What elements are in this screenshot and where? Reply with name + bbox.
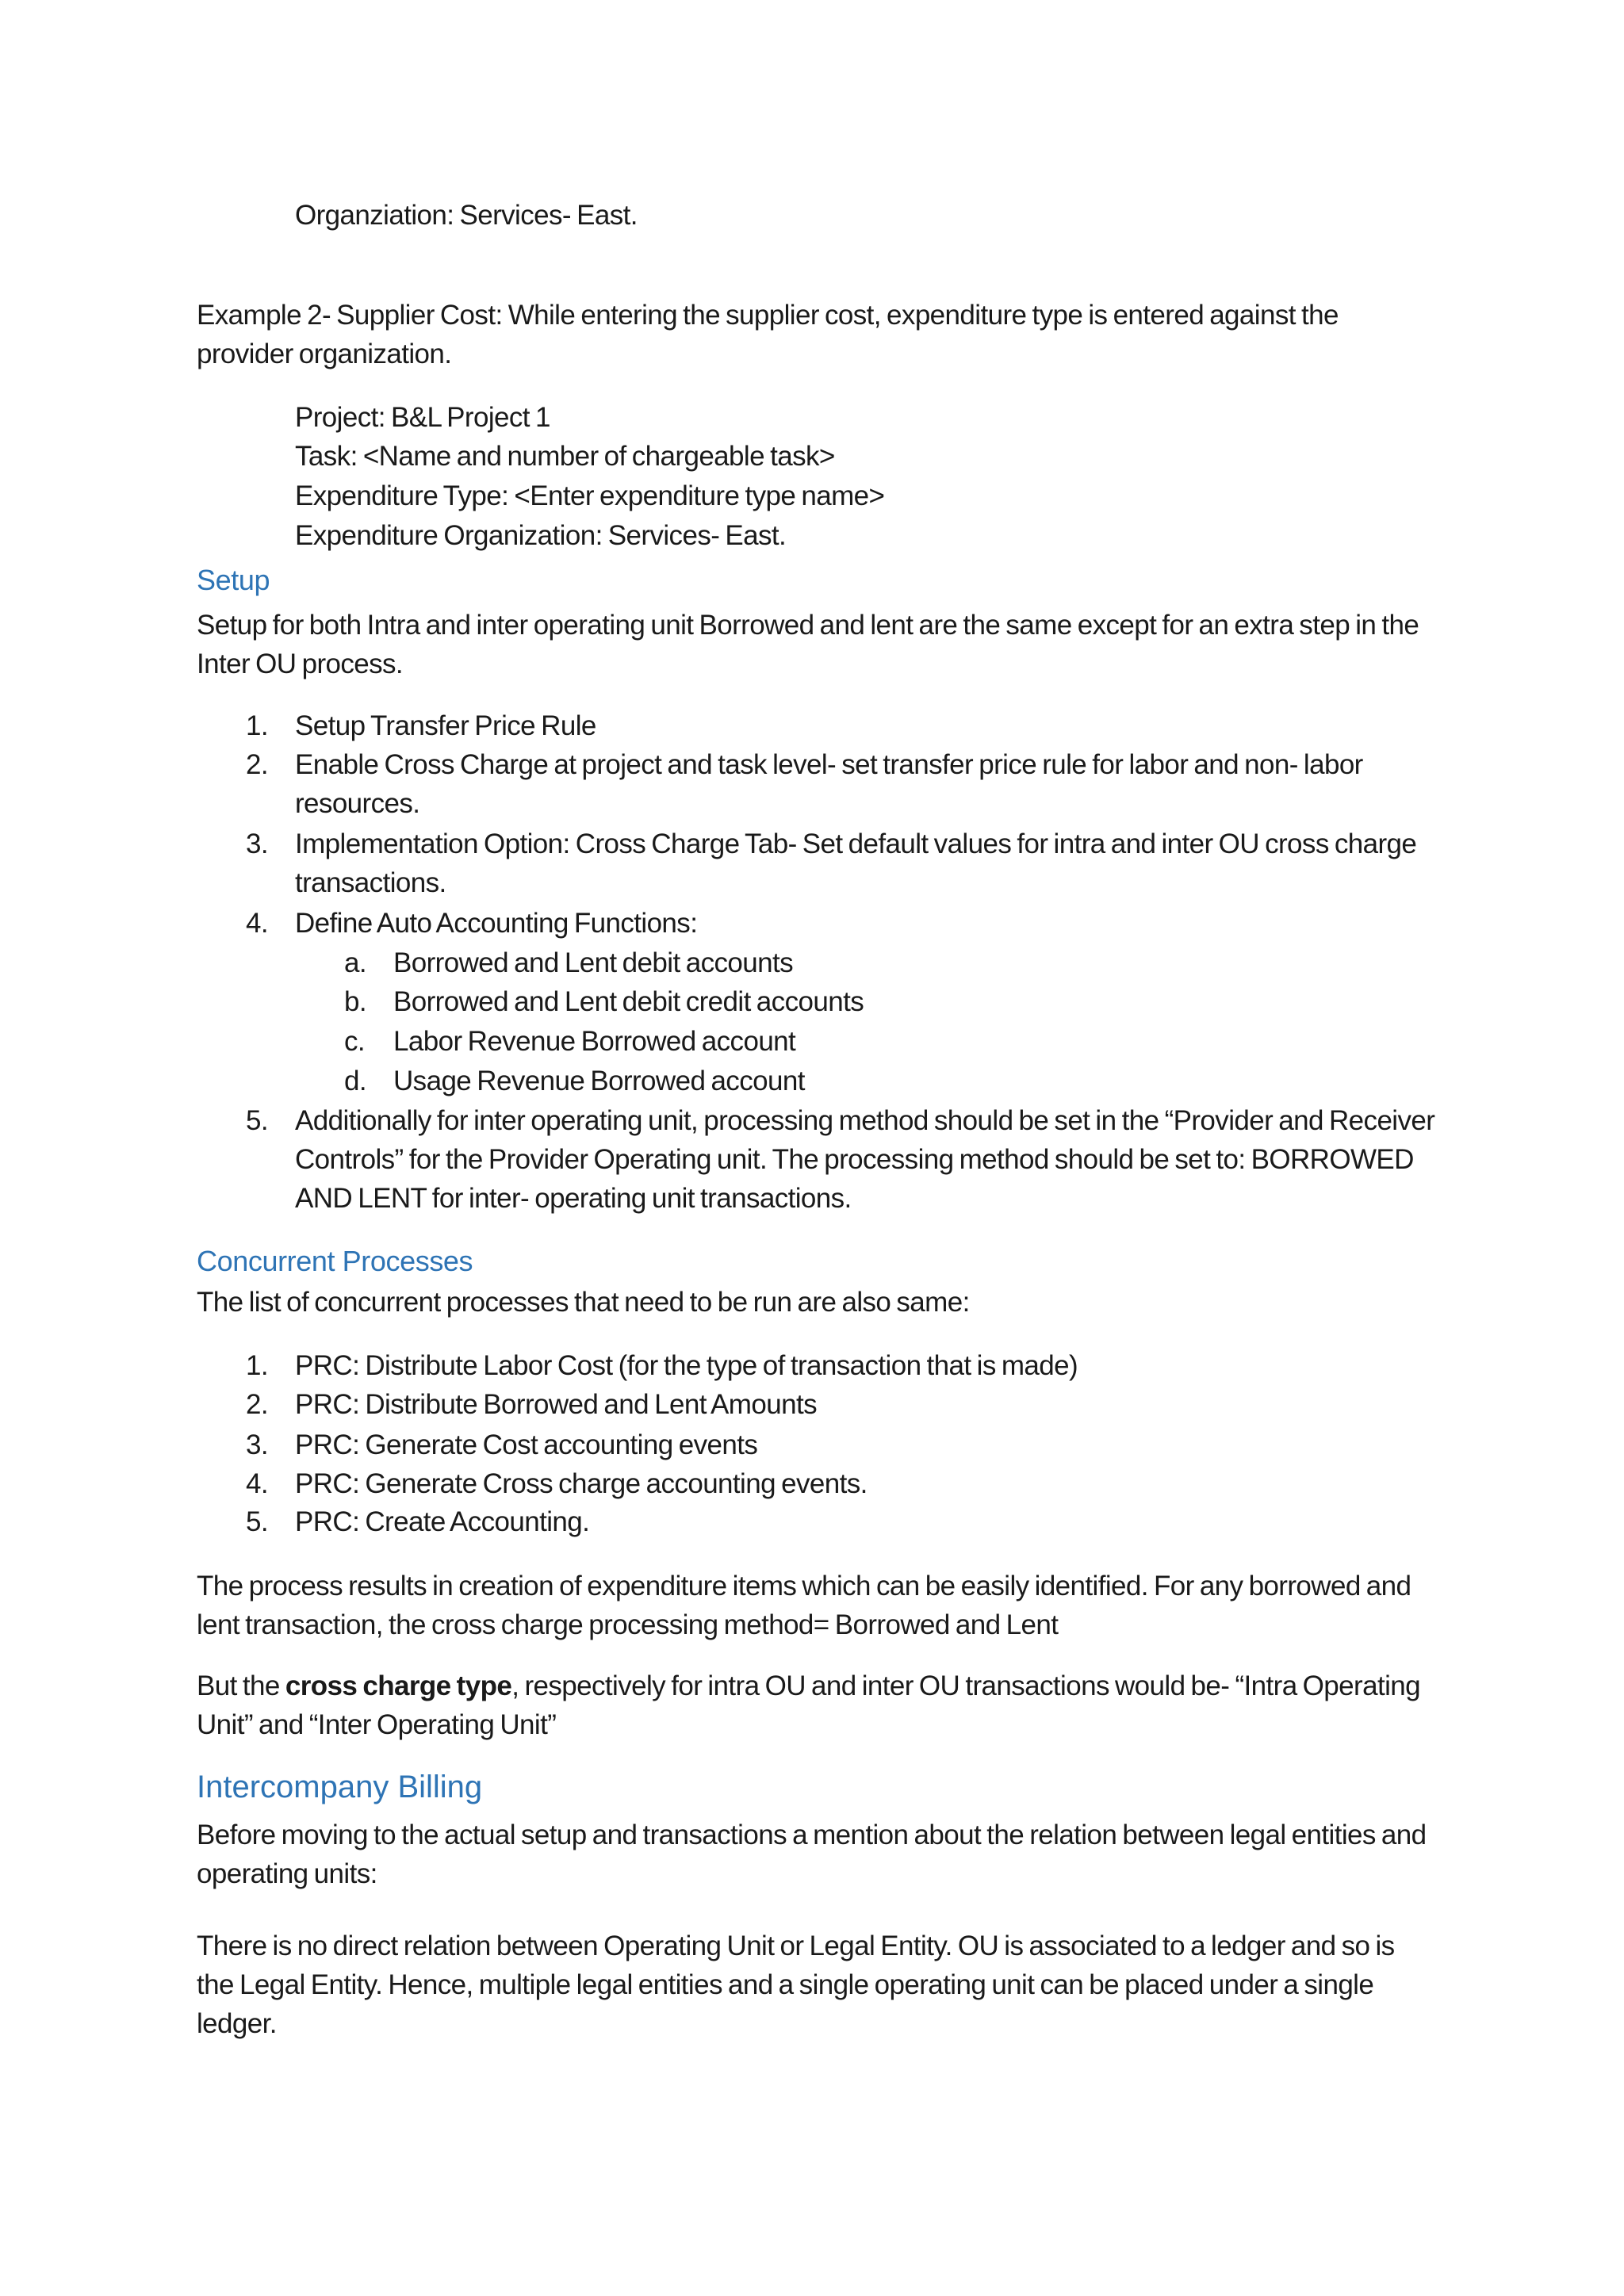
- list-item-text: Setup Transfer Price Rule: [295, 710, 596, 741]
- sub-item-text: Borrowed and Lent debit credit accounts: [393, 986, 864, 1017]
- list-number: 1.: [246, 710, 268, 741]
- list-number: 3.: [246, 828, 268, 859]
- paragraph-text: , respectively for intra OU and inter OU transactions would be- “Intra Operating Unit” and “Inter Operating Unit”: [197, 1670, 1420, 1740]
- list-number: 5.: [246, 1506, 268, 1537]
- list-item-text: Implementation Option: Cross Charge Tab- Set default values for intra and inter OU cross charge transactions.: [295, 828, 1417, 898]
- sub-marker: b.: [344, 986, 366, 1017]
- sub-marker: c.: [344, 1026, 366, 1057]
- list-item-text: PRC: Create Accounting.: [295, 1506, 590, 1537]
- cross-charge-type-paragraph: [197, 1667, 1434, 1744]
- list-item-text: Additionally for inter operating unit, processing method should be set in the “Provider and Receiver Controls” for the Provider Operating unit. The processing method should be set to: BORROWED AND LENT for inter- operating unit transactions.: [295, 1105, 1435, 1214]
- setup-heading: Setup: [197, 564, 270, 596]
- project-line: Project: B&L Project 1: [295, 402, 550, 433]
- list-item-text: Define Auto Accounting Functions:: [295, 908, 698, 939]
- list-number: 3.: [246, 1429, 268, 1460]
- operating-unit-paragraph: There is no direct relation between Operating Unit or Legal Entity. OU is associated to a ledger and so is the Legal Entity. Hence, multiple legal entities and a single operating unit can be placed under a single ledger.: [197, 1931, 1395, 2039]
- list-number: 1.: [246, 1350, 268, 1381]
- setup-intro: Setup for both Intra and inter operating unit Borrowed and lent are the same except for an extra step in the Inter OU process.: [197, 610, 1419, 679]
- cross-charge-type-bold: cross charge type: [285, 1670, 512, 1701]
- list-item-text: PRC: Generate Cross charge accounting events.: [295, 1468, 868, 1499]
- expenditure-type-line: Expenditure Type: <Enter expenditure type name>: [295, 480, 885, 511]
- list-item-text: Enable Cross Charge at project and task level- set transfer price rule for labor and non- labor resources.: [295, 749, 1363, 819]
- sub-marker: a.: [344, 947, 366, 978]
- example-2-paragraph: Example 2- Supplier Cost: While entering the supplier cost, expenditure type is entered against the provider organization.: [197, 300, 1339, 369]
- organization-line: Organziation: Services- East.: [295, 200, 638, 231]
- sub-item-text: Labor Revenue Borrowed account: [393, 1026, 796, 1057]
- list-item-text: PRC: Generate Cost accounting events: [295, 1429, 758, 1460]
- sub-item-text: Borrowed and Lent debit accounts: [393, 947, 793, 978]
- list-number: 2.: [246, 1389, 268, 1420]
- task-line: Task: <Name and number of chargeable task>: [295, 441, 835, 472]
- list-number: 5.: [246, 1105, 268, 1136]
- sub-marker: d.: [344, 1066, 366, 1096]
- concurrent-intro: The list of concurrent processes that need to be run are also same:: [197, 1287, 970, 1318]
- list-number: 4.: [246, 1468, 268, 1499]
- list-item-text: PRC: Distribute Borrowed and Lent Amounts: [295, 1389, 817, 1420]
- concurrent-processes-heading: Concurrent Processes: [197, 1245, 473, 1277]
- intercompany-billing-heading: Intercompany Billing: [197, 1770, 483, 1804]
- paragraph-text: But the: [197, 1670, 285, 1701]
- expenditure-organization-line: Expenditure Organization: Services- East.: [295, 520, 787, 551]
- sub-item-text: Usage Revenue Borrowed account: [393, 1066, 805, 1096]
- list-number: 4.: [246, 908, 268, 939]
- intercompany-intro: Before moving to the actual setup and transactions a mention about the relation between legal entities and operating units:: [197, 1820, 1427, 1889]
- list-item-text: PRC: Distribute Labor Cost (for the type of transaction that is made): [295, 1350, 1078, 1381]
- process-results-paragraph: The process results in creation of expenditure items which can be easily identified. For any borrowed and lent transaction, the cross charge processing method= Borrowed and Lent: [197, 1571, 1411, 1640]
- list-number: 2.: [246, 749, 268, 780]
